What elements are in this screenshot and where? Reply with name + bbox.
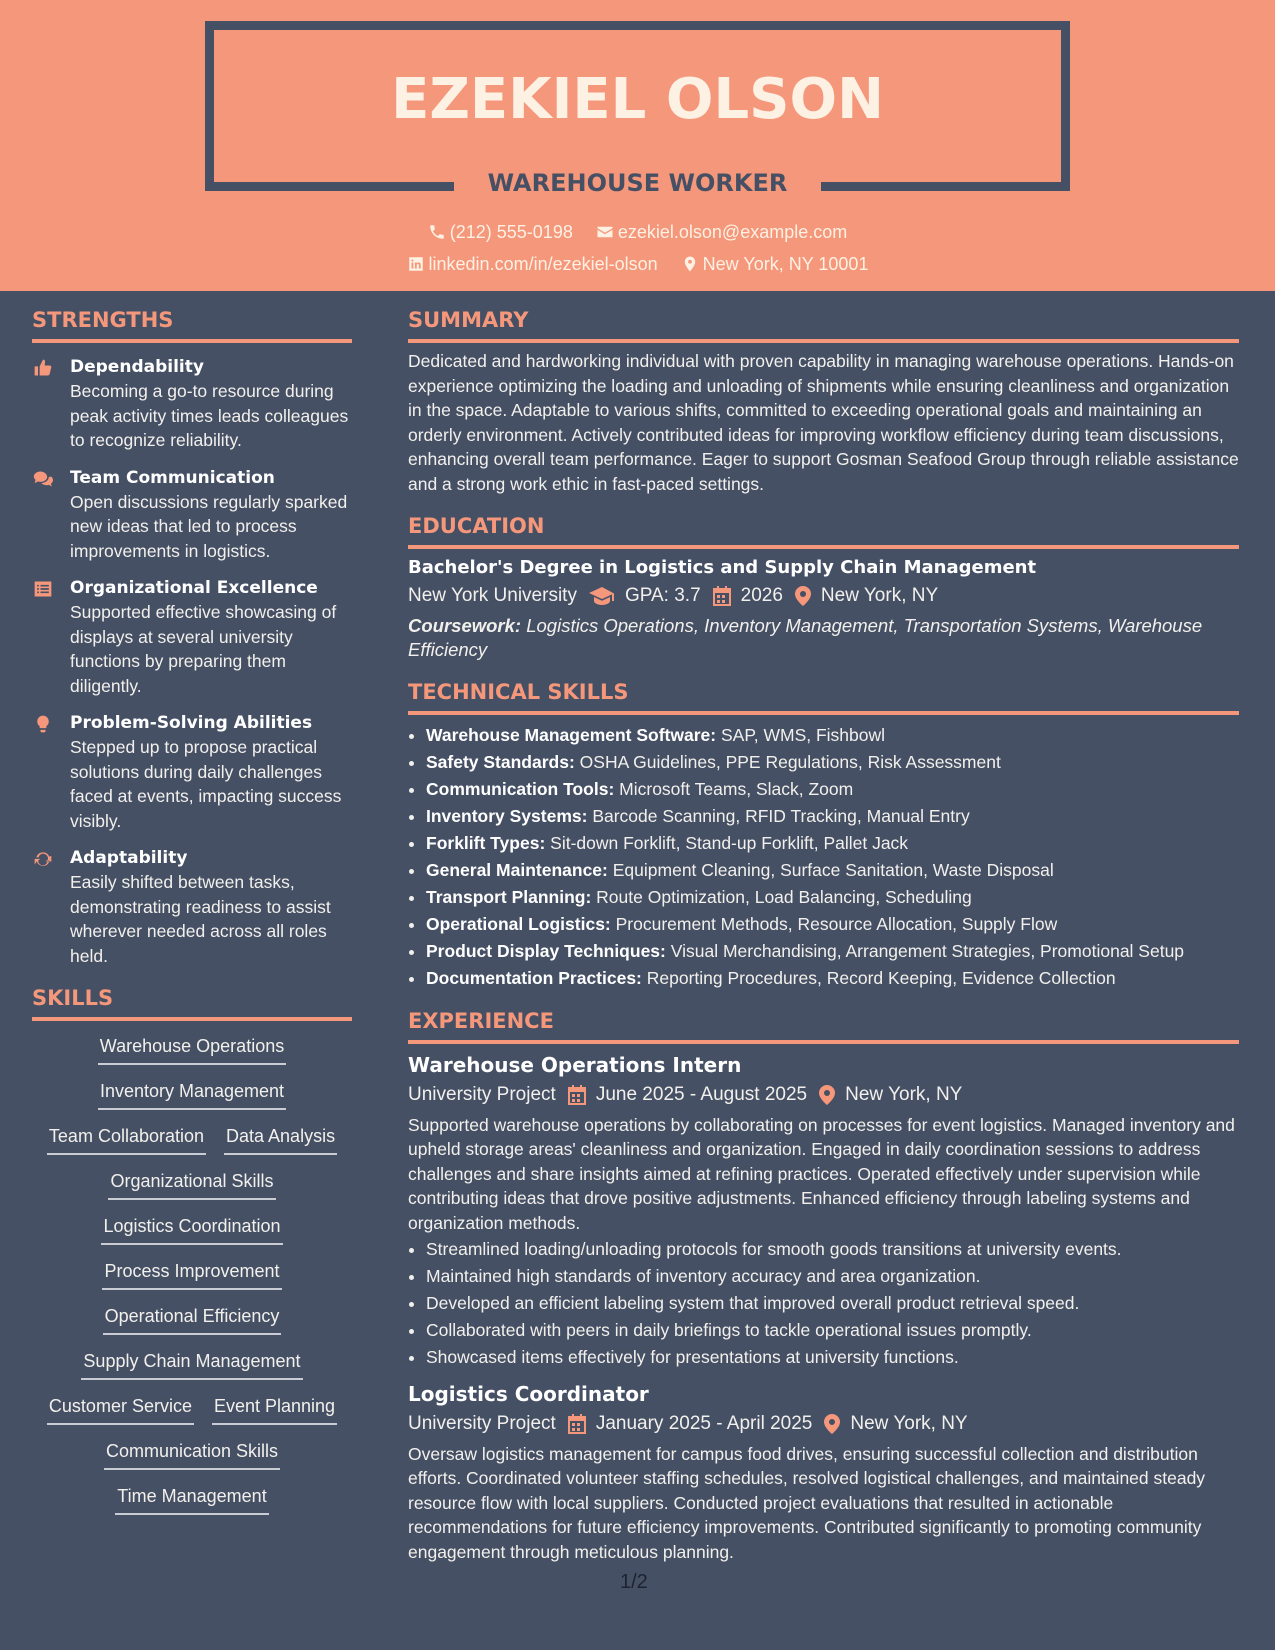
job-bullets <box>408 1236 1239 1371</box>
calendar-icon <box>568 1414 586 1434</box>
skill-tag: Organizational Skills <box>108 1168 275 1200</box>
list-item: • Documentation Practices: Reporting Procedures, Record Keeping, Evidence Collection <box>426 965 1239 992</box>
technical-skills-heading: TECHNICAL SKILLS <box>408 675 1239 715</box>
skill-tag: Supply Chain Management <box>81 1348 302 1380</box>
job-location: New York, NY <box>845 1083 963 1105</box>
map-pin-icon <box>819 1085 835 1105</box>
list-item: • Showcased items effectively for presentations at university functions. <box>426 1344 1239 1371</box>
coursework-label: Coursework: <box>408 614 522 636</box>
chat-icon <box>32 469 54 489</box>
location-text: New York, NY 10001 <box>702 254 869 274</box>
education-section <box>408 509 1239 663</box>
job-meta <box>408 1409 1239 1439</box>
thumbs-up-icon <box>32 358 54 378</box>
strength-desc: Stepped up to propose practical solutions during daily challenges faced at events, impacting success visibly. <box>70 737 342 831</box>
contact-row-1 <box>0 220 1275 247</box>
strengths-heading: STRENGTHS <box>32 303 352 343</box>
phone-contact[interactable] <box>428 220 573 244</box>
right-column <box>408 303 1239 1565</box>
job-entry <box>408 1379 1239 1565</box>
job-dates: June 2025 - August 2025 <box>595 1083 808 1105</box>
linkedin-text: linkedin.com/in/ezekiel-olson <box>428 254 658 274</box>
skill-tag: Inventory Management <box>98 1078 286 1110</box>
list-item: • Developed an efficient labeling system that improved overall product retrieval speed. <box>426 1290 1239 1317</box>
job-title: Warehouse Operations Intern <box>408 1052 742 1077</box>
skills-list <box>32 1033 352 1528</box>
skill-tag: Process Improvement <box>102 1258 281 1290</box>
candidate-name: EZEKIEL OLSON <box>391 67 884 132</box>
list-item: • Communication Tools: Microsoft Teams, Slack, Zoom <box>426 776 1239 803</box>
summary-text: Dedicated and hardworking individual with proven capability in managing warehouse operations. Hands-on experience optimizing the loading and unloading of shipments while ensuring cleanliness and organization in the space. Adaptable to various shifts, committed to exceeding operational goals and maintaining an orderly environment. Actively contributed ideas for improving workflow efficiency during team discussions, enhancing overall team performance. Eager to support Gosman Seafood Group through reliable assistance and a strong work ethic in fast-paced settings. <box>408 351 1239 494</box>
list-item: • Operational Logistics: Procurement Methods, Resource Allocation, Supply Flow <box>426 911 1239 938</box>
skill-tag: Event Planning <box>212 1393 337 1425</box>
technical-skills-section <box>408 675 1239 992</box>
graduation-cap-icon <box>589 586 615 606</box>
coursework-text: Logistics Operations, Inventory Management, Transportation Systems, Warehouse Efficiency <box>408 614 1203 661</box>
refresh-icon <box>32 849 54 869</box>
education-meta <box>408 581 1239 611</box>
strength-title: Team Communication <box>70 467 275 488</box>
job-entry <box>408 1050 1239 1371</box>
strength-title: Dependability <box>70 357 204 377</box>
strength-item <box>32 711 352 833</box>
list-item: • Transport Planning: Route Optimization, Load Balancing, Scheduling <box>426 884 1239 911</box>
phone-icon <box>428 223 446 241</box>
email-text: ezekiel.olson@example.com <box>617 222 848 242</box>
linkedin-icon <box>407 255 425 273</box>
job-description: Supported warehouse operations by collaborating on processes for event logistics. Managed inventory and upheld storage areas' cleanliness and organization. Engaged in daily coordination sessions to address challenges and share insights aimed at refining practices. Operated effectively under supervision while contributing ideas that drove positive adjustments. Enhanced efficiency through labeling systems and organization methods. <box>408 1114 1235 1233</box>
skill-tag: Operational Efficiency <box>103 1303 282 1335</box>
education-location: New York, NY <box>820 584 939 606</box>
job-location: New York, NY <box>850 1412 968 1434</box>
map-pin-icon <box>824 1414 840 1434</box>
list-item: • Inventory Systems: Barcode Scanning, RFID Tracking, Manual Entry <box>426 803 1239 830</box>
experience-section <box>408 1004 1239 1565</box>
strength-title: Adaptability <box>70 848 188 868</box>
map-pin-icon <box>795 586 811 606</box>
gpa: GPA: 3.7 <box>624 584 701 606</box>
header-frame-bottom-right <box>821 182 1070 191</box>
strengths-list <box>32 355 352 968</box>
list-item: • Maintained high standards of inventory accuracy and area organization. <box>426 1263 1239 1290</box>
job-description: Oversaw logistics management for campus food drives, ensuring successful collection and distribution efforts. Coordinated volunteer staffing schedules, resolved logistical challenges, and maintained steady resource flow with local suppliers. Conducted project evaluations that resulted in actionable recommendations for future efficiency improvements. Contributed significantly to promoting community engagement through meticulous planning. <box>408 1443 1206 1562</box>
job-title: Logistics Coordinator <box>408 1381 649 1406</box>
skills-heading: SKILLS <box>32 981 352 1021</box>
email-contact[interactable] <box>596 220 847 244</box>
list-item: • General Maintenance: Equipment Cleaning, Surface Sanitation, Waste Disposal <box>426 857 1239 884</box>
skill-tag: Data Analysis <box>224 1123 337 1155</box>
skill-tag: Logistics Coordination <box>101 1213 282 1245</box>
strength-desc: Becoming a go-to resource during peak activity times leads colleagues to recognize reliability. <box>70 381 349 450</box>
list-item: • Forklift Types: Sit-down Forklift, Stand-up Forklift, Pallet Jack <box>426 830 1239 857</box>
strength-title: Organizational Excellence <box>70 578 318 598</box>
map-pin-icon <box>681 255 699 273</box>
education-heading: EDUCATION <box>408 509 1239 549</box>
list-item: • Product Display Techniques: Visual Merchandising, Arrangement Strategies, Promotional Setup <box>426 938 1239 965</box>
strength-item <box>32 466 352 564</box>
strength-item <box>32 355 352 453</box>
graduation-year: 2026 <box>740 584 783 606</box>
list-item: • Collaborated with peers in daily briefings to tackle operational issues promptly. <box>426 1317 1239 1344</box>
strength-desc: Open discussions regularly sparked new ideas that led to process improvements in logistics. <box>70 491 348 561</box>
page-number: 1/2 <box>620 1571 648 1593</box>
summary-heading: SUMMARY <box>408 303 1239 343</box>
skill-tag: Customer Service <box>47 1393 194 1425</box>
contact-row-2 <box>0 252 1275 279</box>
strength-title: Problem-Solving Abilities <box>70 713 313 733</box>
header-frame-bottom-left <box>205 182 454 191</box>
school-name: New York University <box>408 584 577 606</box>
degree-title: Bachelor's Degree in Logistics and Supply Chain Management <box>408 556 1037 578</box>
job-meta <box>408 1080 1239 1110</box>
list-item: • Warehouse Management Software: SAP, WMS, Fishbowl <box>426 722 1239 749</box>
skill-tag: Communication Skills <box>104 1438 280 1470</box>
skill-tag: Warehouse Operations <box>98 1033 286 1065</box>
job-org: University Project <box>408 1083 556 1105</box>
job-dates: January 2025 - April 2025 <box>595 1412 813 1434</box>
job-role: WAREHOUSE WORKER <box>487 169 788 197</box>
skill-tag: Time Management <box>115 1483 268 1515</box>
location-contact <box>681 252 869 276</box>
envelope-icon <box>596 223 614 241</box>
strength-item <box>32 846 352 968</box>
lightbulb-icon <box>32 714 54 734</box>
list-icon <box>32 579 54 599</box>
list-item: • Streamlined loading/unloading protocols for smooth goods transitions at university events. <box>426 1236 1239 1263</box>
calendar-icon <box>568 1085 586 1105</box>
technical-skills-list <box>408 722 1239 992</box>
strength-desc: Easily shifted between tasks, demonstrating readiness to assist wherever needed across all roles held. <box>70 872 331 966</box>
left-column <box>32 303 352 1528</box>
linkedin-contact[interactable] <box>407 252 658 276</box>
experience-heading: EXPERIENCE <box>408 1004 1239 1044</box>
calendar-icon <box>713 586 731 606</box>
phone-text: (212) 555-0198 <box>449 222 573 242</box>
list-item: • Safety Standards: OSHA Guidelines, PPE Regulations, Risk Assessment <box>426 749 1239 776</box>
strength-desc: Supported effective showcasing of displays at several university functions by preparing them diligently. <box>70 602 337 696</box>
resume-header <box>0 0 1275 291</box>
job-org: University Project <box>408 1412 556 1434</box>
skill-tag: Team Collaboration <box>47 1123 206 1155</box>
coursework <box>408 614 1239 663</box>
strength-item <box>32 576 352 698</box>
